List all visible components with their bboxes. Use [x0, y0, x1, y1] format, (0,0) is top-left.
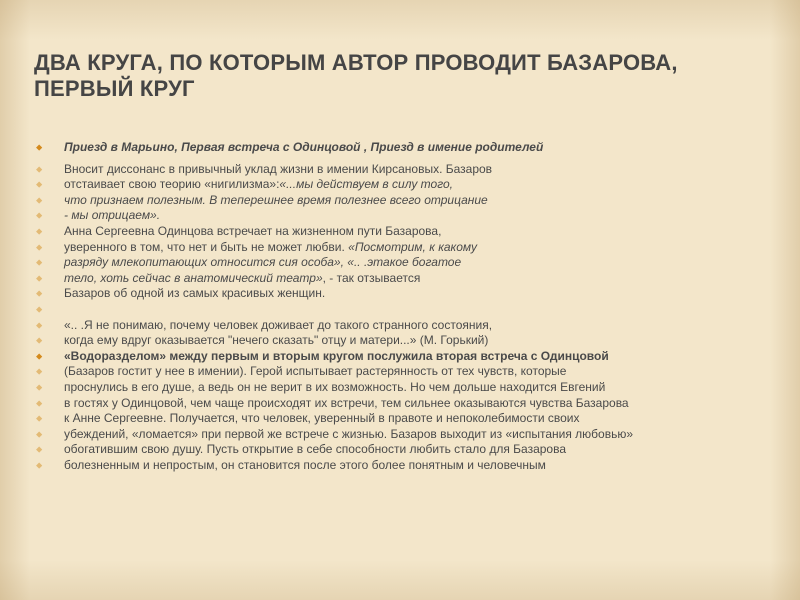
bullet-icon: ⬥ — [36, 303, 43, 314]
bullet-icon: ⬥ — [36, 319, 43, 330]
list-item: ⬥ (Базаров гостит у нее в имении). Герой испытывает растерянность от тех чувств, которые — [36, 364, 567, 379]
list-item: ⬥ Анна Сергеевна Одинцова встречает на жизненном пути Базарова, — [36, 223, 442, 238]
bullet-icon: ⬥ — [36, 459, 43, 470]
list-item: ⬥ к Анне Сергеевне. Получается, что человек, уверенный в правоте и непоколебимости своих — [36, 411, 580, 426]
list-item: ⬥ что признаем полезным. В теперешнее время полезнее всего отрицание — [36, 192, 488, 207]
list-item: ⬥ убеждений, «ломается» при первой же встрече с жизнью. Базаров выходит из «испытания любовью» — [36, 426, 634, 441]
list-item: ⬥ отстаивает свою теорию «нигилизма»:«...мы действуем в силу того, — [36, 177, 453, 192]
list-item: ⬥ - мы отрицаем». — [36, 208, 161, 223]
list-item: ⬥ уверенного в том, что нет и быть не может любви. «Посмотрим, к какому — [36, 239, 477, 254]
list-item: ⬥ Вносит диссонанс в привычный уклад жизни в имении Кирсановых. Базаров — [36, 161, 493, 176]
bullet-icon: ⬥ — [36, 225, 43, 236]
list-item: ⬥ тело, хоть сейчас в анатомический театр», - так отзывается — [36, 270, 421, 285]
list-item: ⬥ в гостях у Одинцовой, чем чаще происходят их встречи, тем сильнее оказываются чувства Базарова — [36, 395, 629, 410]
bullet-icon: ⬥ — [36, 444, 43, 455]
bullet-icon: ⬥ — [36, 413, 43, 424]
bullet-icon: ⬥ — [36, 288, 43, 299]
bullet-icon: ⬥ — [36, 241, 43, 252]
list-item: ⬥ разряду млекопитающих относится сия особа», «.. .этакое богатое — [36, 255, 462, 270]
bullet-icon: ⬥ — [36, 257, 43, 268]
list-item: ⬥ болезненным и непростым, он становится после этого более понятным и человечным — [36, 457, 546, 472]
bullet-icon: ⬥ — [36, 350, 43, 361]
list-item: ⬥ когда ему вдруг оказывается "нечего сказать" отцу и матери...» (М. Горький) — [36, 333, 489, 348]
list-item: ⬥ проснулись в его душе, а ведь он не верит в их возможность. Но чем дольше находится Евгений — [36, 379, 606, 394]
bullet-icon: ⬥ — [36, 335, 43, 346]
bullet-icon: ⬥ — [36, 397, 43, 408]
bullet-icon: ⬥ — [36, 179, 43, 190]
bullet-icon: ⬥ — [36, 163, 43, 174]
bullet-icon: ⬥ — [36, 194, 43, 205]
list-item: ⬥ «Водоразделом» между первым и вторым кругом послужила вторая встреча с Одинцовой — [36, 348, 609, 363]
bullet-icon: ⬥ — [36, 428, 43, 439]
bullet-icon: ⬥ — [36, 366, 43, 377]
bullet-icon: ⬥ — [36, 210, 43, 221]
bullet-icon: ⬥ — [36, 381, 43, 392]
list-item — [34, 140, 774, 156]
slide-content — [34, 140, 774, 473]
list-item: ⬥ Базаров об одной из самых красивых женщин. — [36, 286, 326, 301]
bullet-icon: ⬥ — [36, 272, 43, 283]
bullet-icon: ⬥ — [36, 142, 43, 152]
list-item: ⬥ «.. .Я не понимаю, почему человек доживает до такого странного состояния, — [36, 317, 493, 332]
list-item — [34, 302, 774, 318]
slide-title: ДВА КРУГА, ПО КОТОРЫМ АВТОР ПРОВОДИТ БАЗАРОВА, ПЕРВЫЙ КРУГ — [34, 50, 678, 101]
subtitle: Приезд в Марьино, Первая встреча с Одинцовой , Приезд в имение родителей — [64, 140, 544, 154]
list-item: ⬥ обогатившим свою душу. Пусть открытие в себе способности любить стало для Базарова — [36, 442, 567, 457]
